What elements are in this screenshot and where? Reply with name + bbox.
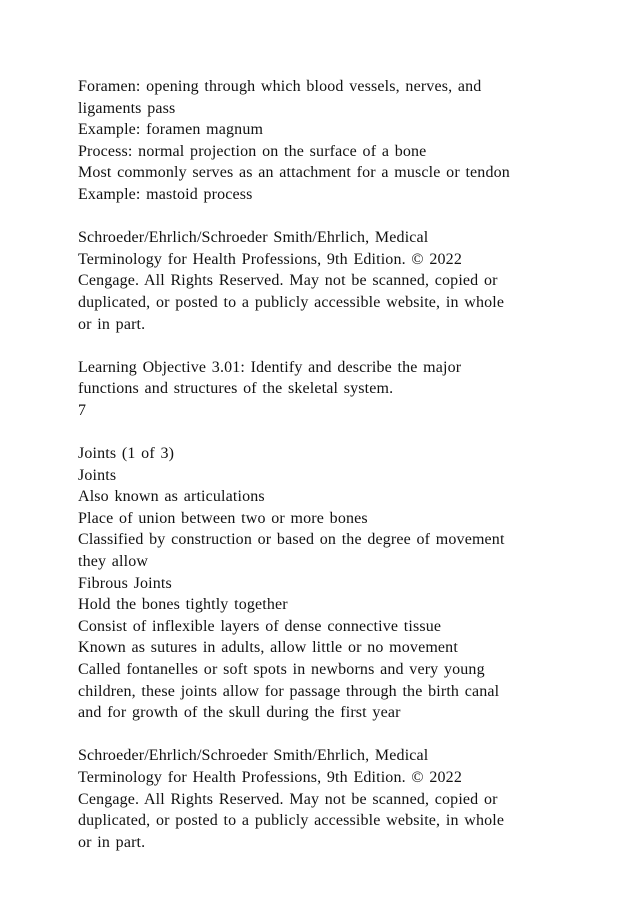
text-line: ligaments pass bbox=[78, 99, 176, 117]
text-line: and for growth of the skull during the first year bbox=[78, 704, 401, 722]
text-line: children, these joints allow for passage through the birth canal bbox=[78, 682, 500, 700]
text-line: or in part. bbox=[78, 315, 146, 333]
slide-number: 7 bbox=[78, 401, 87, 419]
joints-section bbox=[78, 443, 618, 724]
paragraph-gap bbox=[78, 335, 618, 357]
text-line: Foramen: opening through which blood vessels, nerves, and bbox=[78, 78, 482, 95]
text-line: they allow bbox=[78, 553, 149, 571]
text-line: Fibrous Joints bbox=[78, 574, 172, 592]
text-line: Cengage. All Rights Reserved. May not be scanned, copied or bbox=[78, 790, 498, 808]
text-line: Learning Objective 3.01: Identify and describe the major bbox=[78, 358, 462, 376]
text-line: Known as sutures in adults, allow little or no movement bbox=[78, 639, 458, 657]
foramen-process-section bbox=[78, 76, 618, 206]
text-line: Schroeder/Ehrlich/Schroeder Smith/Ehrlich, Medical bbox=[78, 747, 429, 765]
learning-objective bbox=[78, 357, 618, 422]
text-line: Schroeder/Ehrlich/Schroeder Smith/Ehrlich, Medical bbox=[78, 229, 429, 247]
text-line: Place of union between two or more bones bbox=[78, 509, 368, 527]
text-line: Classified by construction or based on the degree of movement bbox=[78, 531, 505, 549]
text-line: Hold the bones tightly together bbox=[78, 596, 288, 614]
text-line: functions and structures of the skeletal system. bbox=[78, 380, 394, 398]
copyright-notice bbox=[78, 745, 618, 853]
text-line: duplicated, or posted to a publicly accessible website, in whole bbox=[78, 812, 505, 830]
text-line: Cengage. All Rights Reserved. May not be scanned, copied or bbox=[78, 272, 498, 290]
paragraph-gap bbox=[78, 724, 618, 746]
text-line: Called fontanelles or soft spots in newborns and very young bbox=[78, 661, 485, 679]
text-line: or in part. bbox=[78, 833, 146, 851]
text-line: Example: mastoid process bbox=[78, 185, 253, 203]
text-line: Terminology for Health Professions, 9th Edition. © 2022 bbox=[78, 250, 462, 268]
text-line: Example: foramen magnum bbox=[78, 121, 264, 139]
text-line: Most commonly serves as an attachment for a muscle or tendon bbox=[78, 164, 510, 182]
text-line: Process: normal projection on the surface of a bone bbox=[78, 142, 427, 160]
text-line: Joints bbox=[78, 466, 117, 484]
text-line: Consist of inflexible layers of dense connective tissue bbox=[78, 617, 442, 635]
paragraph-gap bbox=[78, 206, 618, 228]
section-heading: Joints (1 of 3) bbox=[78, 445, 175, 463]
copyright-notice bbox=[78, 227, 618, 335]
paragraph-gap bbox=[78, 422, 618, 444]
document-text bbox=[78, 76, 618, 853]
text-line: Also known as articulations bbox=[78, 488, 265, 506]
text-line: Terminology for Health Professions, 9th Edition. © 2022 bbox=[78, 769, 462, 786]
text-line: duplicated, or posted to a publicly accessible website, in whole bbox=[78, 293, 505, 311]
